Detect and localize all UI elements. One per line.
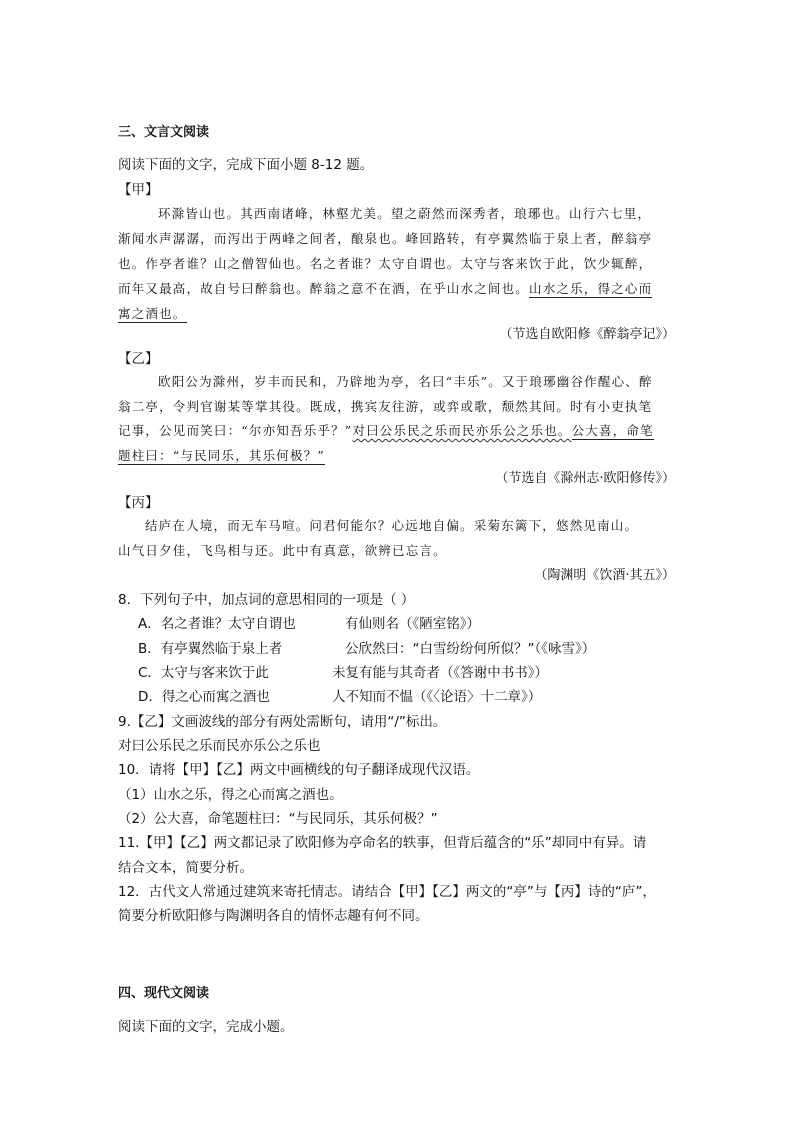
question-12-line-2: 简要分析欧阳修与陶渊明各自的情怀志趣有何不同。 [118, 908, 429, 924]
passage-jia-tag: 【甲】 [118, 182, 159, 198]
passage-yi-line-4 [118, 446, 325, 464]
passage-yi-wavy-sentence: 对曰公乐民之乐而民亦乐公之乐也。 [352, 423, 572, 438]
passage-jia-line-4-text: 而年又最高，故自号曰醉翁也。醉翁之意不在酒，在乎山水之间也。 [118, 281, 530, 296]
question-8-stem: 8．下列句子中，加点词的意思相同的一项是（ ） [118, 592, 415, 608]
question-8-option-b-right: 公欣然曰：“白雪纷纷何所似？”（《咏雪》） [345, 641, 596, 657]
passage-yi-line-1: 欧阳公为滁州，岁丰而民和，乃辟地为亭，名曰“丰乐”。又于琅琊幽谷作醒心、醉 [158, 374, 653, 389]
passage-jia-line-2: 渐闻水声潺潺，而泻出于两峰之间者，酿泉也。峰回路转，有亭翼然临于泉上者，醉翁亭 [118, 231, 653, 246]
question-8-option-a-left: A．名之者谁？太守自谓也 [138, 616, 296, 632]
section-4-title: 四、现代文阅读 [118, 986, 210, 1001]
passage-jia-line-1: 环滁皆山也。其西南诸峰，林壑尤美。望之蔚然而深秀者，琅琊也。山行六七里， [158, 206, 652, 221]
question-12-line-1: 12．古代文人常通过建筑来寄托情志。请结合【甲】【乙】两文的“亭”与【丙】诗的“庐”， [118, 884, 656, 900]
question-8-option-d-left: D．得之心而寓之酒也 [138, 689, 270, 705]
question-10-stem: 10．请将【甲】【乙】两文中画横线的句子翻译成现代汉语。 [118, 762, 480, 778]
passage-bing-line-2: 山气日夕佳，飞鸟相与还。此中有真意，欲辨已忘言。 [118, 543, 447, 558]
section-3-title: 三、文言文阅读 [118, 125, 210, 140]
passage-jia-underlined-sentence-part-2: 寓之酒也。 [118, 306, 187, 321]
passage-yi-underlined-sentence-part-1: 公大喜，命笔 [571, 423, 654, 438]
passage-bing-tag: 【丙】 [118, 495, 159, 511]
passage-yi-tag: 【乙】 [118, 351, 159, 367]
passage-jia-line-5 [118, 304, 187, 322]
question-10-sub-2: （2）公大喜，命笔题柱曰：“与民同乐，其乐何极？” [118, 811, 438, 827]
question-9-text: 对曰公乐民之乐而民亦乐公之乐也 [118, 738, 321, 754]
section-4-instruction: 阅读下面的文字，完成小题。 [118, 1019, 294, 1035]
question-11-line-1: 11.【甲】【乙】两文都记录了欧阳修为亭命名的轶事，但背后蕴含的“乐”却同中有异。请 [118, 835, 647, 851]
question-8-option-b-left: B．有亭翼然临于泉上者 [138, 641, 283, 657]
question-8-option-a-right: 有仙则名（《陋室铭》） [345, 616, 480, 632]
passage-jia-line-4 [118, 279, 652, 297]
question-8-option-c-right: 未复有能与其奇者（《答谢中书书》） [332, 665, 548, 681]
passage-yi-line-3 [118, 421, 654, 439]
passage-bing-line-1: 结庐在人境，而无车马喧。问君何能尔？心远地自偏。采菊东篱下，悠然见南山。 [145, 518, 639, 533]
passage-yi-line-3-text: 记事，公见而笑曰：“尔亦知吾乐乎？” [118, 423, 353, 438]
question-10-sub-1: （1）山水之乐，得之心而寓之酒也。 [118, 787, 343, 803]
passage-jia-source: （节选自欧阳修《醉翁亭记》） [499, 327, 675, 342]
passage-jia-underlined-sentence-part-1: 山水之乐，得之心而 [529, 281, 653, 296]
question-9-stem: 9.【乙】文画波线的部分有两处需断句，请用“/”标出。 [118, 714, 447, 730]
passage-bing-source: （陶渊明《饮酒·其五》） [534, 568, 675, 583]
question-8-option-d-right: 人不知而不愠（《〈论语〉十二章》） [332, 689, 542, 705]
passage-yi-line-2: 翁二亭，令判官谢某等掌其役。既成，携宾友往游，或弈或歌，颓然其间。时有小吏执笔 [118, 399, 653, 414]
passage-jia-line-3: 也。作亭者谁？山之僧智仙也。名之者谁？太守自谓也。太守与客来饮于此，饮少辄醉， [118, 256, 653, 271]
question-8-option-c-left: C．太守与客来饮于此 [138, 665, 269, 681]
question-11-line-2: 结合文本，简要分析。 [118, 860, 253, 876]
passage-yi-source: （节选自《滁州志·欧阳修传》） [495, 471, 675, 486]
section-3-instruction: 阅读下面的文字，完成下面小题 8-12 题。 [118, 157, 374, 173]
passage-yi-underlined-sentence-part-2: 题柱曰：“与民同乐，其乐何极？” [118, 448, 325, 463]
